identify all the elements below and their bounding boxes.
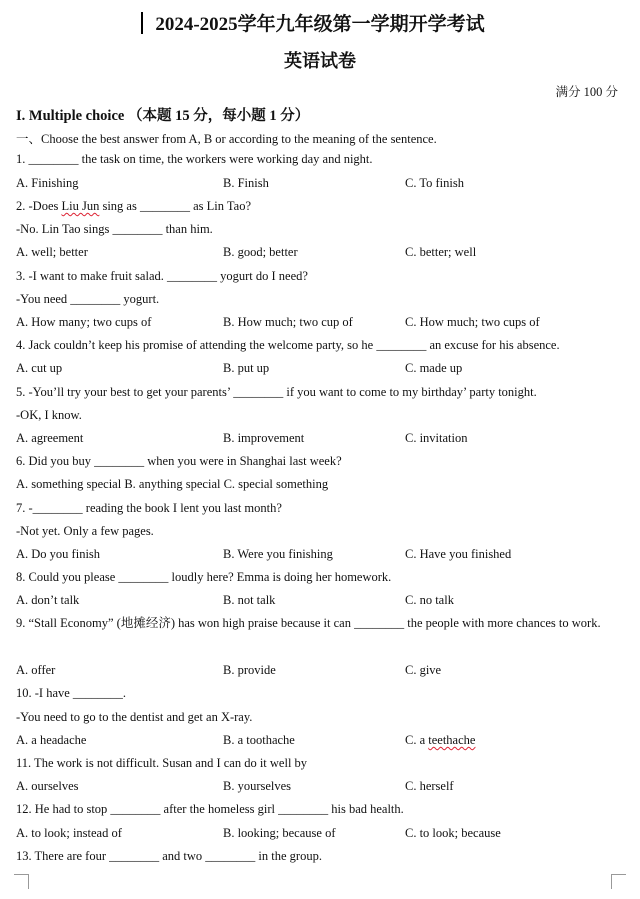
q5-option-b: B. improvement: [223, 431, 305, 445]
section-heading: I. Multiple choice （本题 15 分，每小题 1 分）: [16, 108, 310, 124]
q3-option-b: B. How much; two cup of: [223, 315, 353, 329]
question-10-response: -You need to go to the dentist and get an X-ray.: [16, 710, 253, 724]
q9-option-c: C. give: [405, 663, 442, 677]
question-11: 11. The work is not difficult. Susan and I can do it well by: [16, 756, 308, 770]
q7-option-b: B. Were you finishing: [223, 547, 333, 561]
q4-option-b: B. put up: [223, 361, 270, 375]
question-5: 5. -You’ll try your best to get your parents’ ________ if you want to come to my birthday’ party tonight.: [16, 385, 537, 399]
question-9: 9. “Stall Economy” (地摊经济) has won high praise because it can ________ the people with more chances to work.: [16, 616, 601, 630]
question-13: 13. There are four ________ and two ________ in the group.: [16, 849, 322, 863]
q8-option-a: A. don’t talk: [16, 593, 80, 607]
q7-option-a: A. Do you finish: [16, 547, 101, 561]
question-3: 3. -I want to make fruit salad. ________ yogurt do I need?: [16, 269, 308, 283]
question-4: 4. Jack couldn’t keep his promise of attending the welcome party, so he ________ an excuse for his absence.: [16, 338, 560, 352]
q8-option-b: B. not talk: [223, 593, 276, 607]
question-2: 2. -Does Liu Jun sing as ________ as Lin Tao?: [16, 199, 251, 213]
page-corner-mark-right: [611, 874, 626, 889]
question-7: 7. -________ reading the book I lent you last month?: [16, 501, 282, 515]
total-score: 满分 100 分: [555, 85, 618, 99]
q10-option-c: C. a teethache: [405, 733, 476, 747]
question-1: 1. ________ the task on time, the workers were working day and night.: [16, 152, 373, 166]
q3-option-a: A. How many; two cups of: [16, 315, 152, 329]
q9-option-b: B. provide: [223, 663, 276, 677]
q4-option-a: A. cut up: [16, 361, 63, 375]
q10-option-b: B. a toothache: [223, 733, 295, 747]
question-7-response: -Not yet. Only a few pages.: [16, 524, 154, 538]
question-2-response: -No. Lin Tao sings ________ than him.: [16, 222, 213, 236]
q5-option-a: A. agreement: [16, 431, 84, 445]
question-10: 10. -I have ________.: [16, 686, 127, 700]
q12-option-b: B. looking; because of: [223, 826, 336, 840]
q8-option-c: C. no talk: [405, 593, 454, 607]
q7-option-c: C. Have you finished: [405, 547, 512, 561]
question-6: 6. Did you buy ________ when you were in Shanghai last week?: [16, 454, 342, 468]
q2-option-c: C. better; well: [405, 245, 477, 259]
question-5-response: -OK, I know.: [16, 408, 82, 422]
q11-option-c: C. herself: [405, 779, 454, 793]
q2-option-a: A. well; better: [16, 245, 88, 259]
q11-option-b: B. yourselves: [223, 779, 292, 793]
q1-option-c: C. To finish: [405, 176, 464, 190]
spellcheck-mark: teethache: [428, 733, 476, 747]
exam-title: 2024-2025学年九年级第一学期开学考试: [155, 14, 485, 35]
q4-option-c: C. made up: [405, 361, 463, 375]
q1-option-b: B. Finish: [223, 176, 269, 190]
question-8: 8. Could you please ________ loudly here? Emma is doing her homework.: [16, 570, 392, 584]
q12-option-a: A. to look; instead of: [16, 826, 122, 840]
q5-option-c: C. invitation: [405, 431, 468, 445]
q6-options: A. something special B. anything special C. special something: [16, 477, 329, 491]
q2-option-b: B. good; better: [223, 245, 298, 259]
q10-option-a: A. a headache: [16, 733, 87, 747]
exam-subtitle: 英语试卷: [284, 51, 356, 71]
q1-option-a: A. Finishing: [16, 176, 79, 190]
question-3-response: -You need ________ yogurt.: [16, 292, 160, 306]
q9-option-a: A. offer: [16, 663, 56, 677]
spellcheck-mark: Liu Jun: [61, 199, 100, 213]
q3-option-c: C. How much; two cups of: [405, 315, 540, 329]
page-corner-mark-left: [14, 874, 29, 889]
q12-option-c: C. to look; because: [405, 826, 501, 840]
section-instruction: 一、Choose the best answer from A, B or according to the meaning of the sentence.: [16, 132, 437, 146]
q11-option-a: A. ourselves: [16, 779, 79, 793]
question-12: 12. He had to stop ________ after the homeless girl ________ his bad health.: [16, 802, 404, 816]
